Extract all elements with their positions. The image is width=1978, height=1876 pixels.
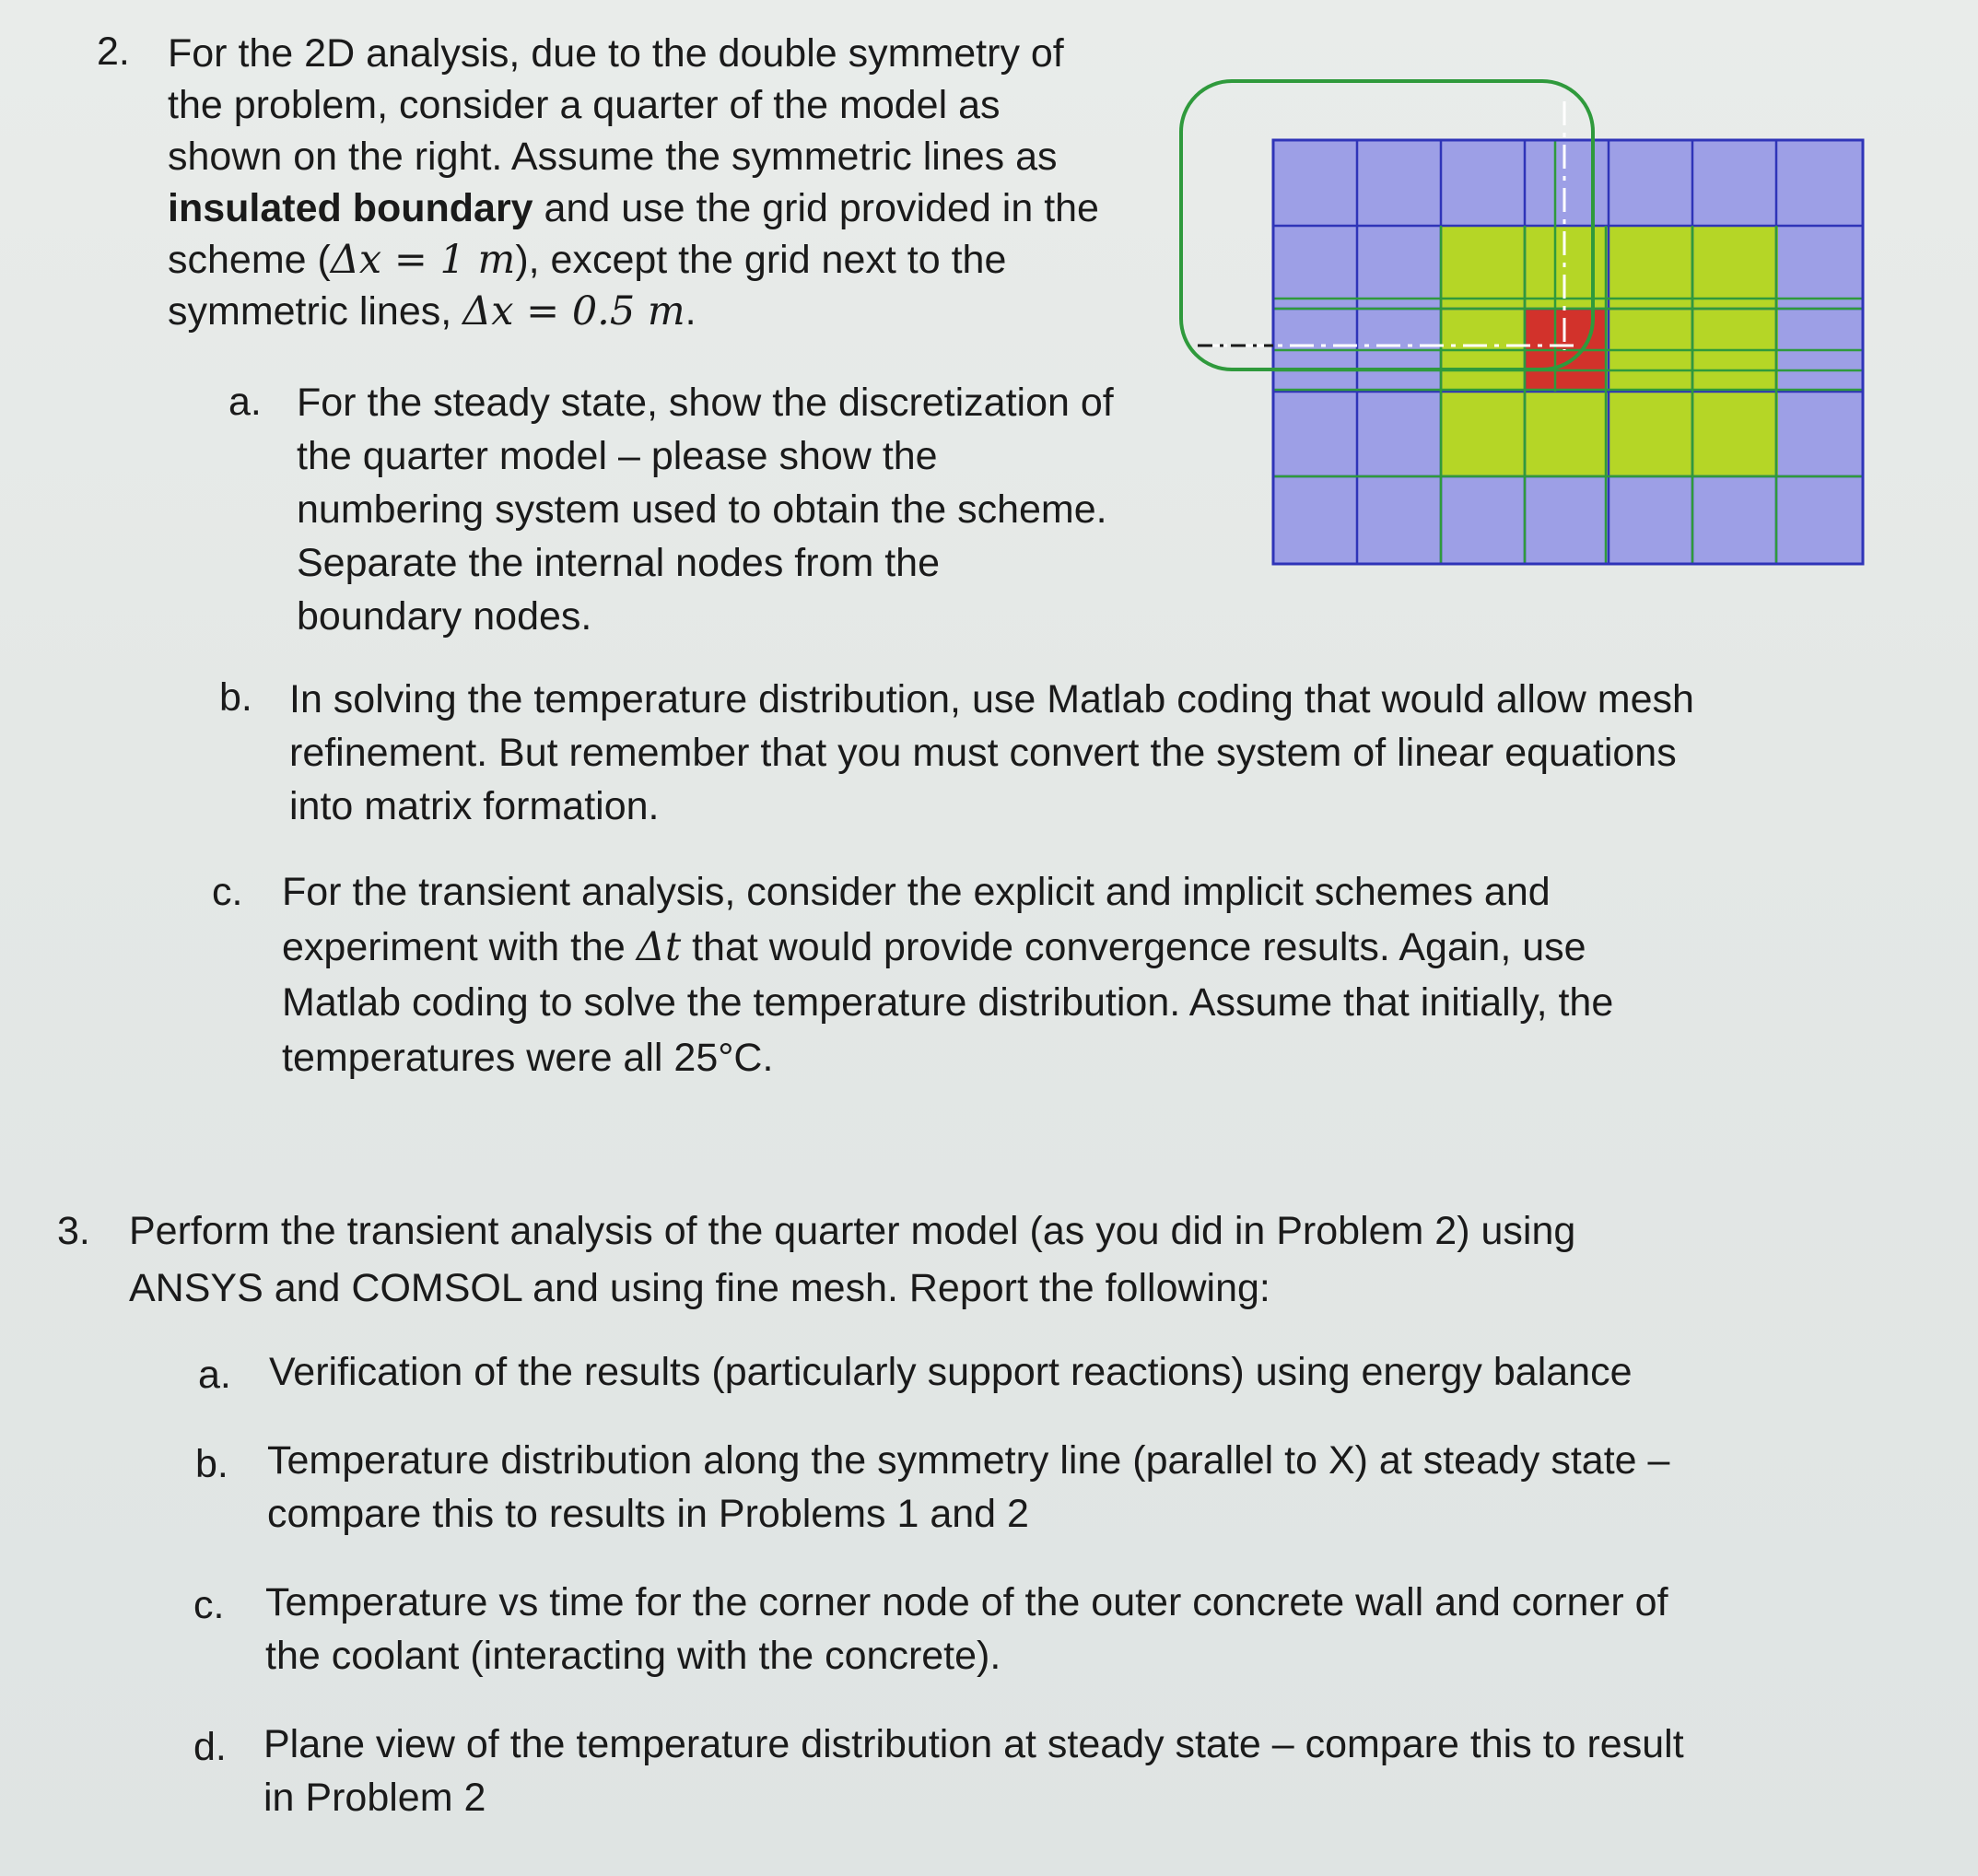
part-3a-text: Verification of the results (particularly support reactions) using energy balance [269, 1350, 1633, 1394]
part-3d-label: d. [193, 1725, 227, 1769]
problem-2-line-4: insulated boundary and use the grid provided in the [168, 186, 1099, 230]
problem-3-intro: Perform the transient analysis of the quarter model (as you did in Problem 2) using ANSYS and COMSOL and using fine mesh. Report the following: [129, 1209, 1576, 1310]
part-2c-text: For the transient analysis, consider the explicit and implicit schemes and experiment with the Δt that would provide convergence results. Again, use Matlab coding to solve the temperature distribution. Assume that initially, the temperatures were all 25°C. [282, 870, 1614, 1080]
delta-x-1m-math: Δx = 1 m [330, 237, 516, 283]
problem-2-line-6: symmetric lines, Δx = 0.5 m. [168, 288, 696, 334]
part-3d-text: Plane view of the temperature distribution at steady state – compare this to result in Problem 2 [263, 1722, 1684, 1820]
problem-2-number: 2. [97, 29, 130, 74]
problem-2-intro [168, 28, 1163, 337]
part-3b-text: Temperature distribution along the symmetry line (parallel to X) at steady state – compare this to results in Problems 1 and 2 [267, 1438, 1670, 1536]
delta-x-half-math: Δx = 0.5 m [462, 288, 685, 334]
problem-2-line-2: the problem, consider a quarter of the model as [168, 83, 1001, 127]
part-3b-label: b. [195, 1442, 228, 1486]
part-3c-text: Temperature vs time for the corner node of the outer concrete wall and corner of the coolant (interacting with the concrete). [265, 1580, 1668, 1678]
problem-3-number: 3. [57, 1209, 90, 1253]
delta-t-math: Δt [636, 924, 682, 970]
part-2a-text: For the steady state, show the discretization of the quarter model – please show the numbering system used to obtain the scheme. Separate the internal nodes from the boundary nodes. [297, 381, 1114, 639]
part-2c-label: c. [212, 870, 243, 914]
part-3a-label: a. [198, 1353, 231, 1397]
problem-2-line-3: shown on the right. Assume the symmetric lines as [168, 135, 1058, 179]
quarter-model-figure [1170, 74, 1879, 571]
part-2a-label: a. [228, 380, 262, 424]
part-2b-label: b. [219, 675, 252, 720]
problem-2-line-5: scheme (Δx = 1 m), except the grid next to the [168, 237, 1007, 283]
problem-2-line-1: For the 2D analysis, due to the double symmetry of [168, 31, 1064, 76]
part-3c-label: c. [193, 1583, 225, 1627]
part-2b-text: In solving the temperature distribution, use Matlab coding that would allow mesh refinement. But remember that you must convert the system of linear equations into matrix formation. [289, 677, 1694, 828]
insulated-boundary-bold: insulated boundary [168, 186, 533, 230]
